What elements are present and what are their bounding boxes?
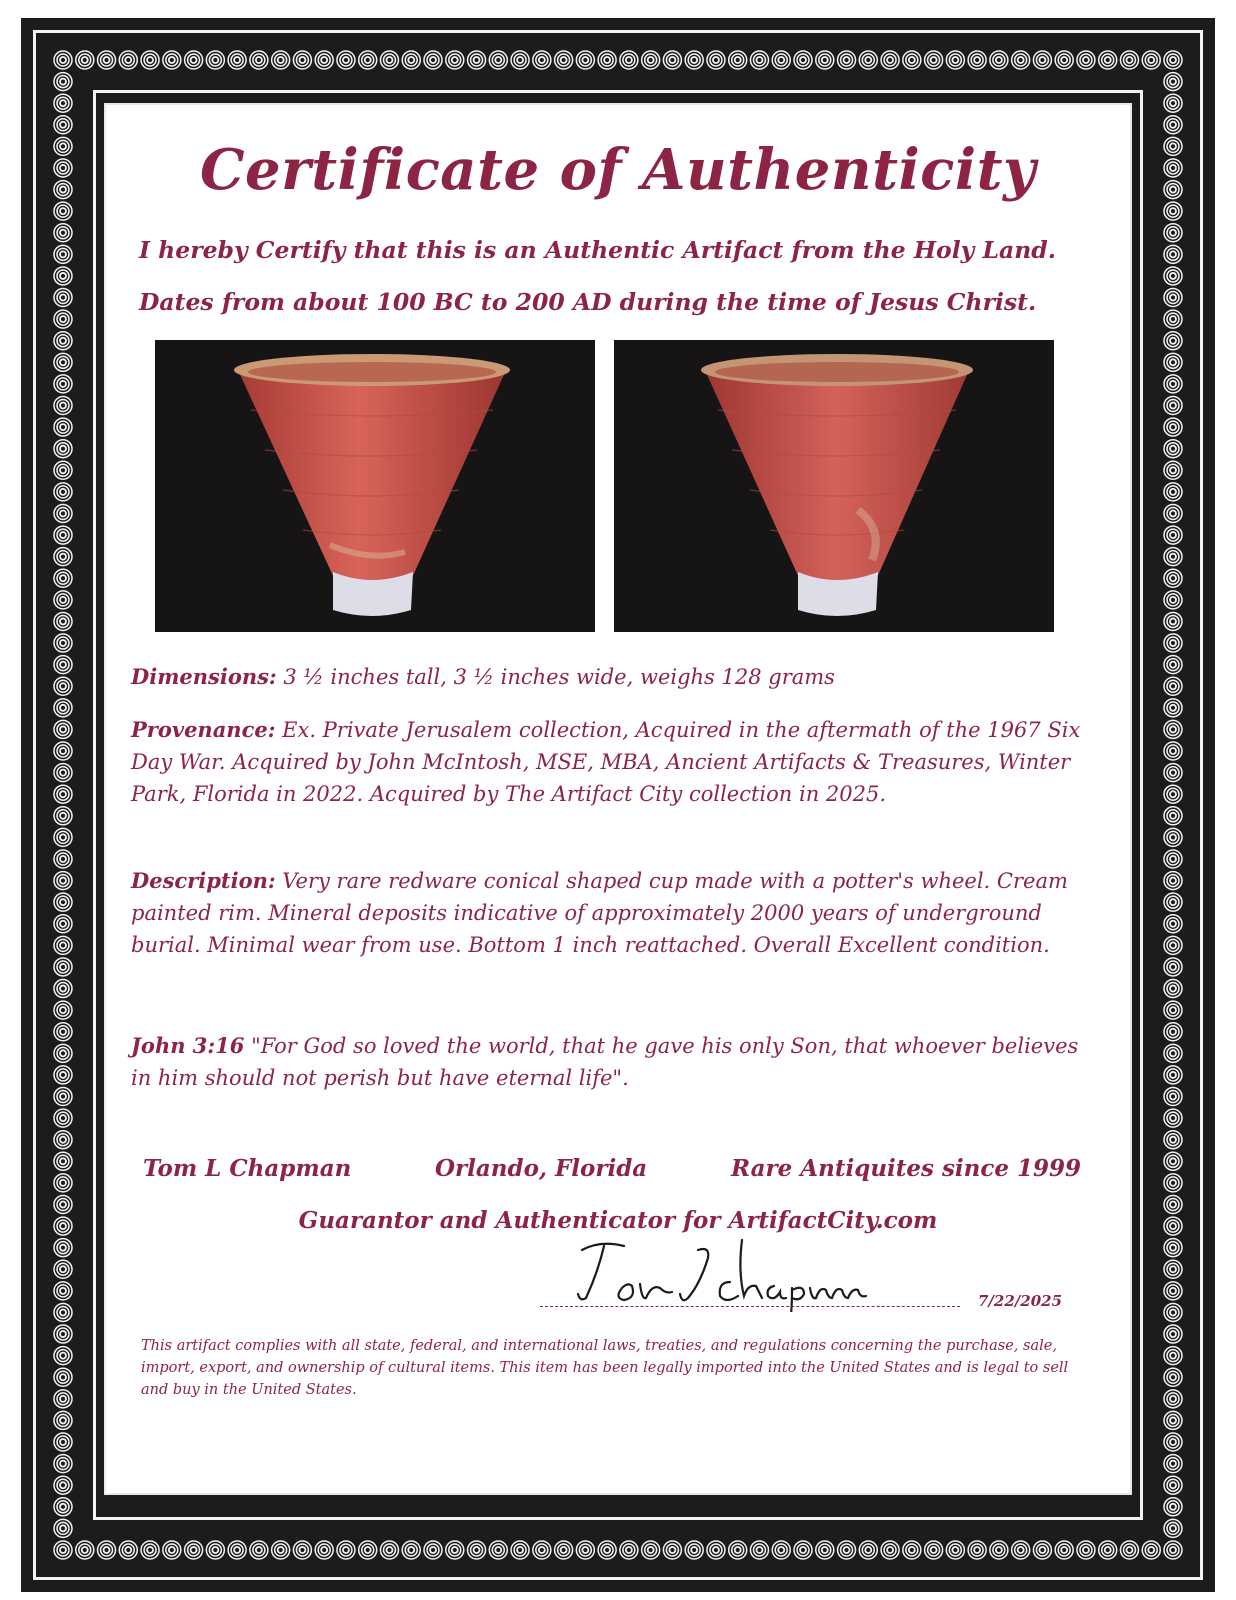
dating-statement: Dates from about 100 BC to 200 AD during the time of Jesus Christ.: [139, 288, 1037, 316]
provenance-label: Provenance:: [131, 717, 276, 742]
signature-date: 7/22/2025: [978, 1292, 1063, 1310]
certificate-title: Certificate of Authenticity: [199, 137, 1037, 203]
verse-label: John 3:16: [131, 1033, 245, 1058]
signature-line: [540, 1306, 960, 1307]
cup-photo-side: [614, 340, 1054, 632]
dimensions-text: 3 ½ inches tall, 3 ½ inches wide, weighs 128 grams: [276, 665, 835, 689]
cup-photo-front: [155, 340, 595, 632]
signatory-tagline: Rare Antiquites since 1999: [731, 1155, 1082, 1182]
dimensions-label: Dimensions:: [131, 664, 277, 689]
signatory-name: Tom L Chapman: [143, 1155, 352, 1182]
provenance-text: Ex. Private Jerusalem collection, Acquired in the aftermath of the 1967 Six Day War. Acquired by John McIntosh, MSE, MBA, Ancient Artifacts & Treasures, Winter Park, Florida in 2022. Acquired by The Artifact City collection in 2025.: [131, 718, 1081, 806]
guarantor-line: Guarantor and Authenticator for ArtifactCity.com: [298, 1207, 938, 1234]
verse-text: "For God so loved the world, that he gave his only Son, that whoever believes in him should not perish but have eternal life".: [131, 1034, 1079, 1090]
provenance-paragraph: [131, 714, 1091, 810]
certification-statement: I hereby Certify that this is an Authentic Artifact from the Holy Land.: [139, 236, 1056, 264]
signatory-location: Orlando, Florida: [435, 1155, 648, 1182]
description-paragraph: [131, 865, 1091, 961]
verse-paragraph: [131, 1030, 1091, 1094]
description-label: Description:: [131, 868, 276, 893]
legal-notice: This artifact complies with all state, federal, and international laws, treaties, and regulations concerning the purchase, sale, import, export, and ownership of cultural items. This item has been legally imported into the United States and is legal to sell and buy in the United States.: [141, 1338, 1069, 1398]
handwritten-signature: [560, 1232, 890, 1312]
description-text: Very rare redware conical shaped cup made with a potter's wheel. Cream painted rim. Mineral deposits indicative of approximately 2000 years of underground burial. Minimal wear from use. Bottom 1 inch reattached. Overall Excellent condition.: [131, 869, 1068, 957]
dimensions-paragraph: [131, 661, 1091, 693]
